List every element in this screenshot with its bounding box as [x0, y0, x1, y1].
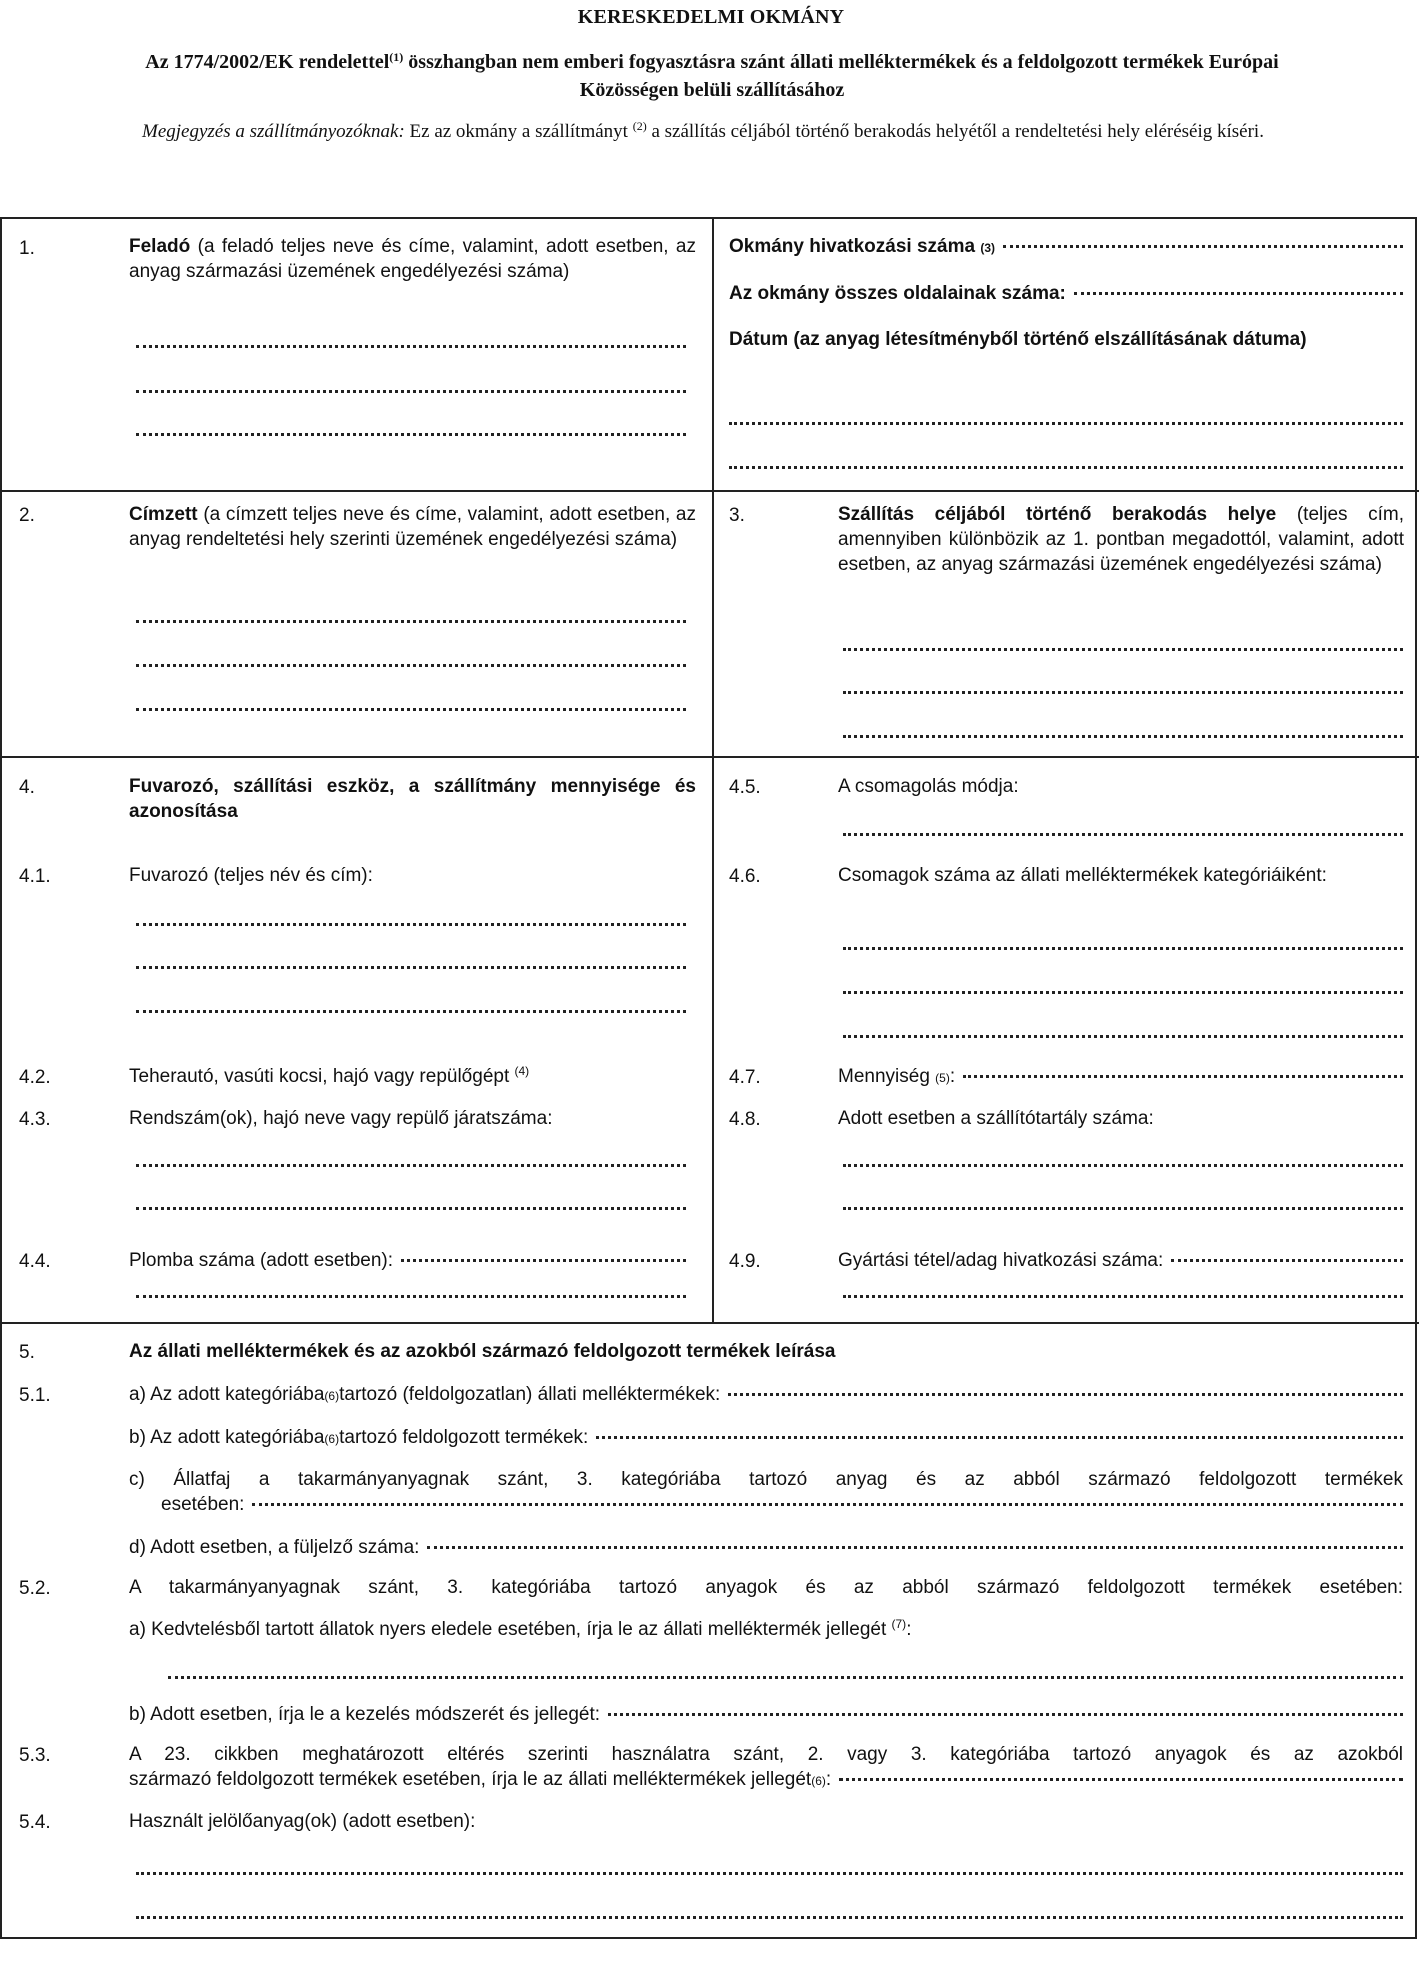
note-label: Megjegyzés a szállítmányozóknak:	[142, 121, 405, 142]
batch-reference-label: Gyártási tétel/adag hivatkozási száma:	[838, 1250, 1164, 1271]
carrier-input-line-1[interactable]	[136, 923, 686, 926]
ear-tag-field[interactable]	[129, 1535, 1403, 1560]
section-label	[129, 502, 696, 552]
quantity-label: Mennyiség	[838, 1066, 930, 1087]
registration-label: Rendszám(ok), hajó neve vagy repülő járatszáma:	[129, 1108, 553, 1129]
species-label: c) Állatfaj a takarmányanyagnak szánt, 3. kategóriába tartozó anyag és az abból származó feldolgozott termékek	[129, 1469, 1403, 1490]
container-number-label: Adott esetben a szállítótartály száma:	[838, 1108, 1154, 1129]
unprocessed-label-2: tartozó (feldolgozatlan) állati melléktermékek:	[339, 1384, 721, 1405]
item-number: 4.5.	[729, 777, 761, 798]
loading-input-line-3[interactable]	[843, 735, 1403, 738]
loading-label-rest: (teljes cím, amennyiben különbözik az 1. pontban megadottól, valamint, adott esetben, az anyag származási üzemének engedélyezési száma)	[838, 504, 1405, 575]
quantity-input-line[interactable]	[963, 1075, 1403, 1078]
treatment-method-label: b) Adott esetben, írja le a kezelés módszerét és jellegét:	[129, 1704, 601, 1725]
loading-input-line-1[interactable]	[843, 648, 1403, 651]
packaging-input-line[interactable]	[843, 833, 1403, 836]
carrier-input-line-3[interactable]	[136, 1010, 686, 1013]
ear-tag-input-line[interactable]	[427, 1546, 1403, 1549]
total-pages-input-line[interactable]	[1074, 292, 1403, 295]
sender-label-bold: Feladó	[129, 236, 191, 257]
item-number: 4.6.	[729, 866, 761, 887]
row-divider	[0, 756, 1419, 758]
pet-food-input-line[interactable]	[168, 1676, 1403, 1679]
consignee-label-bold: Címzett	[129, 504, 198, 525]
section-number: 2.	[19, 505, 35, 526]
seal-number-input-line[interactable]	[401, 1259, 686, 1262]
footnote-ref: (4)	[514, 1064, 530, 1078]
seal-number-input-line-2[interactable]	[136, 1295, 686, 1298]
reference-input-line[interactable]	[1003, 245, 1403, 248]
item-number: 5.3.	[19, 1745, 51, 1766]
pet-food-label-1: a) Kedvtelésből tartott állatok nyers eledele esetében, írja le az állati melléktermék jellegét	[129, 1619, 892, 1640]
marker-input-line-1[interactable]	[136, 1872, 1403, 1875]
seal-number-label: Plomba száma (adott esetben):	[129, 1250, 394, 1271]
carrier-input-line-2[interactable]	[136, 966, 686, 969]
registration-input-line-2[interactable]	[136, 1207, 686, 1210]
date-input-line-1[interactable]	[729, 422, 1403, 425]
pet-food-label	[129, 1617, 1403, 1642]
section-number: 5.	[19, 1342, 35, 1363]
date-input-line-2[interactable]	[729, 466, 1403, 469]
item-number: 4.8.	[729, 1109, 761, 1130]
processed-label-1: b) Az adott kategóriába	[129, 1427, 325, 1448]
row-divider	[0, 1322, 1419, 1324]
note-text-1: Ez az okmány a szállítmányt	[404, 121, 633, 142]
consignee-input-line-3[interactable]	[136, 708, 686, 711]
carrier-label: Fuvarozó (teljes név és cím):	[129, 865, 373, 886]
derogation-field[interactable]: származó feldolgozott termékek esetében, írja le az állati melléktermékek jellegét (6) :	[129, 1767, 1403, 1792]
batch-reference-field[interactable]	[838, 1248, 1403, 1273]
container-number-input-line-1[interactable]	[843, 1164, 1403, 1167]
derogation-label: A 23. cikkben meghatározott eltérés szerinti használatra szánt, 2. vagy 3. kategóriába tartozó anyagok és az azokból	[129, 1744, 1403, 1765]
footnote-ref: (1)	[389, 50, 404, 64]
species-label-2: esetében:	[161, 1494, 245, 1515]
item-number: 4.2.	[19, 1067, 51, 1088]
package-count-input-line-1[interactable]	[843, 947, 1403, 950]
loading-label-bold: Szállítás céljából történő berakodás helye	[838, 504, 1277, 525]
species-field[interactable]	[161, 1492, 1403, 1517]
unprocessed-label-1: a) Az adott kategóriába	[129, 1384, 325, 1405]
registration-input-line-1[interactable]	[136, 1164, 686, 1167]
derogation-colon: :	[825, 1769, 832, 1790]
treatment-method-field[interactable]	[129, 1702, 1403, 1727]
pet-food-label-2: :	[906, 1619, 912, 1640]
reference-label: Okmány hivatkozási száma	[729, 236, 976, 257]
column-divider	[712, 217, 714, 1322]
item-number: 5.1.	[19, 1385, 51, 1406]
item-number: 4.3.	[19, 1109, 51, 1130]
package-count-label: Csomagok száma az állati melléktermékek kategóriáiként:	[838, 865, 1327, 886]
marker-label: Használt jelölőanyag(ok) (adott esetben):	[129, 1811, 476, 1832]
document-subtitle	[142, 48, 1282, 104]
batch-reference-input-line[interactable]	[1171, 1259, 1403, 1262]
processed-input-line[interactable]	[596, 1436, 1403, 1439]
section-number: 3.	[729, 505, 745, 526]
section-number: 4.	[19, 777, 35, 798]
unprocessed-input-line[interactable]	[728, 1393, 1403, 1396]
section-label: Az állati melléktermékek és az azokból származó feldolgozott termékek leírása	[129, 1341, 836, 1362]
sender-input-line-2[interactable]	[136, 390, 686, 393]
quantity-colon: :	[949, 1066, 956, 1087]
document-title: KERESKEDELMI OKMÁNY	[577, 6, 845, 28]
batch-reference-input-line-2[interactable]	[843, 1295, 1403, 1298]
vehicle-type-label	[129, 1064, 696, 1089]
document-reference-field[interactable]: Okmány hivatkozási száma (3)	[729, 234, 1403, 259]
package-count-input-line-2[interactable]	[843, 991, 1403, 994]
date-label: Dátum (az anyag létesítményből történő elszállításának dátuma)	[729, 329, 1307, 350]
sender-label-rest: (a feladó teljes neve és címe, valamint, adott esetben, az anyag származási üzemének engedélyezési száma)	[129, 236, 696, 282]
consignee-input-line-1[interactable]	[136, 620, 686, 623]
seal-number-field[interactable]	[129, 1248, 686, 1273]
consignee-label-rest: (a címzett teljes neve és címe, valamint, adott esetben, az anyag rendeltetési hely szerinti üzemének engedélyezési száma)	[129, 504, 696, 550]
item-number: 4.7.	[729, 1067, 761, 1088]
shipper-note	[142, 118, 1282, 146]
loading-input-line-2[interactable]	[843, 691, 1403, 694]
marker-input-line-2[interactable]	[136, 1916, 1403, 1919]
note-text-2: a szállítás céljából történő berakodás helyétől a rendeltetési hely eléréséig kíséri.	[646, 121, 1264, 142]
ear-tag-label: d) Adott esetben, a füljelző száma:	[129, 1537, 420, 1558]
package-count-input-line-3[interactable]	[843, 1035, 1403, 1038]
item-number: 4.9.	[729, 1251, 761, 1272]
sender-input-line-1[interactable]	[136, 345, 686, 348]
derogation-input-line[interactable]	[839, 1778, 1403, 1781]
derogation-label-2: származó feldolgozott termékek esetében, írja le az állati melléktermékek jellegét	[129, 1769, 812, 1790]
total-pages-label: Az okmány összes oldalainak száma:	[729, 283, 1066, 304]
treatment-method-input-line[interactable]	[608, 1713, 1403, 1716]
sender-input-line-3[interactable]	[136, 433, 686, 436]
section-label	[129, 234, 696, 284]
footnote-ref: (7)	[891, 1617, 907, 1631]
unprocessed-byproducts-field[interactable]: a) Az adott kategóriába (6) tartozó (feldolgozatlan) állati melléktermékek:	[129, 1382, 1403, 1407]
subtitle-text-2: összhangban nem emberi fogyasztásra szánt állati melléktermékek és a feldolgozott termékek Európai Közösségen belüli szállításához	[403, 51, 1279, 101]
item-number: 5.4.	[19, 1812, 51, 1833]
container-number-input-line-2[interactable]	[843, 1207, 1403, 1210]
processed-label-2: tartozó feldolgozott termékek:	[339, 1427, 589, 1448]
total-pages-field[interactable]	[729, 281, 1403, 306]
section-label: Fuvarozó, szállítási eszköz, a szállítmány mennyisége és azonosítása	[129, 776, 696, 822]
species-input-line[interactable]	[252, 1503, 1403, 1506]
vehicle-type-text: Teherautó, vasúti kocsi, hajó vagy repülőgépt	[129, 1066, 510, 1087]
consignee-input-line-2[interactable]	[136, 664, 686, 667]
processed-products-field[interactable]: b) Az adott kategóriába (6) tartozó feldolgozott termékek:	[129, 1425, 1403, 1450]
item-number: 4.4.	[19, 1251, 51, 1272]
item-number: 4.1.	[19, 866, 51, 887]
quantity-field[interactable]: Mennyiség (5) :	[838, 1064, 1403, 1089]
row-divider	[0, 490, 1419, 492]
section-number: 1.	[19, 238, 35, 259]
subtitle-text-1: Az 1774/2002/EK rendelettel	[145, 51, 390, 73]
item-number: 5.2.	[19, 1578, 51, 1599]
packaging-label: A csomagolás módja:	[838, 776, 1019, 797]
footnote-ref: (2)	[632, 119, 647, 133]
section-label	[838, 502, 1404, 577]
feed-material-label: A takarmányanyagnak szánt, 3. kategóriába tartozó anyagok és az abból származó feldolgozott termékek esetében:	[129, 1577, 1403, 1598]
